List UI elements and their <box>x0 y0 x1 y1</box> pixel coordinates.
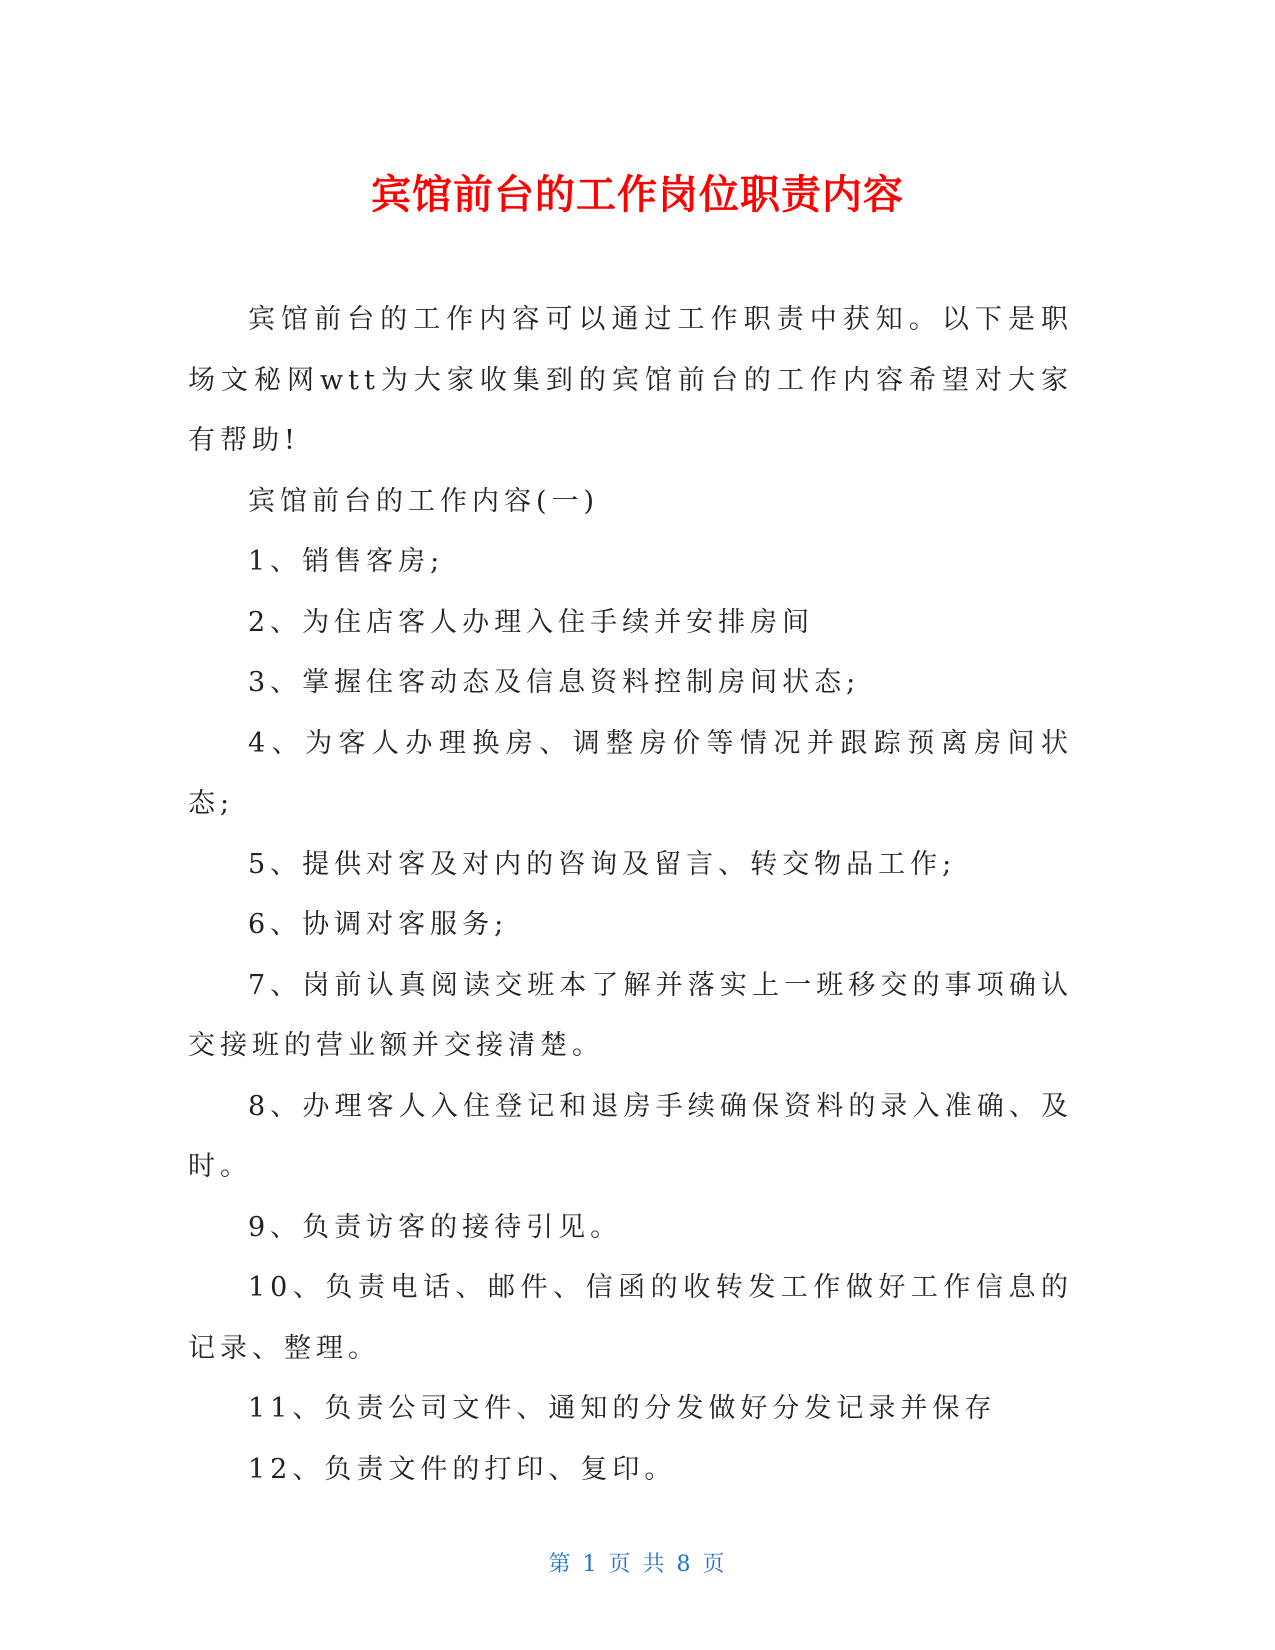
document-body <box>188 290 1073 1500</box>
total-pages-number: 8 <box>676 1552 693 1577</box>
list-item: 9、负责访客的接待引见。 <box>248 1211 623 1243</box>
list-item: 3、掌握住客动态及信息资料控制房间状态; <box>248 667 861 698</box>
list-item: 4、为客人办理换房、调整房价等情况并跟踪预离房间状态; <box>188 727 1073 819</box>
list-item: 6、协调对客服务; <box>248 909 509 940</box>
list-item: 1、销售客房; <box>248 546 445 577</box>
page-footer <box>0 1547 1275 1578</box>
list-item: 11、负责公司文件、通知的分发做好分发记录并保存 <box>248 1393 997 1424</box>
list-item: 8、办理客人入住登记和退房手续确保资料的录入准确、及时。 <box>188 1090 1073 1182</box>
list-item: 10、负责电话、邮件、信函的收转发工作做好工作信息的记录、整理。 <box>188 1272 1073 1364</box>
page-label: 第 <box>548 1552 573 1577</box>
document-title: 宾馆前台的工作岗位职责内容 <box>371 172 904 218</box>
list-item: 5、提供对客及对内的咨询及留言、转交物品工作; <box>248 848 957 880</box>
total-label: 共 <box>642 1552 667 1577</box>
current-page-number: 1 <box>582 1552 599 1577</box>
list-item: 2、为住店客人办理入住手续并安排房间 <box>248 606 815 638</box>
intro-paragraph: 宾馆前台的工作内容可以通过工作职责中获知。以下是职场文秘网wtt为大家收集到的宾馆前台的工作内容希望对大家有帮助! <box>188 304 1073 456</box>
page-unit: 页 <box>608 1552 633 1577</box>
list-item: 12、负责文件的打印、复印。 <box>248 1453 677 1485</box>
list-item: 7、岗前认真阅读交班本了解并落实上一班移交的事项确认交接班的营业额并交接清楚。 <box>188 969 1073 1061</box>
section-heading: 宾馆前台的工作内容(一) <box>248 485 600 517</box>
total-unit: 页 <box>702 1552 727 1577</box>
